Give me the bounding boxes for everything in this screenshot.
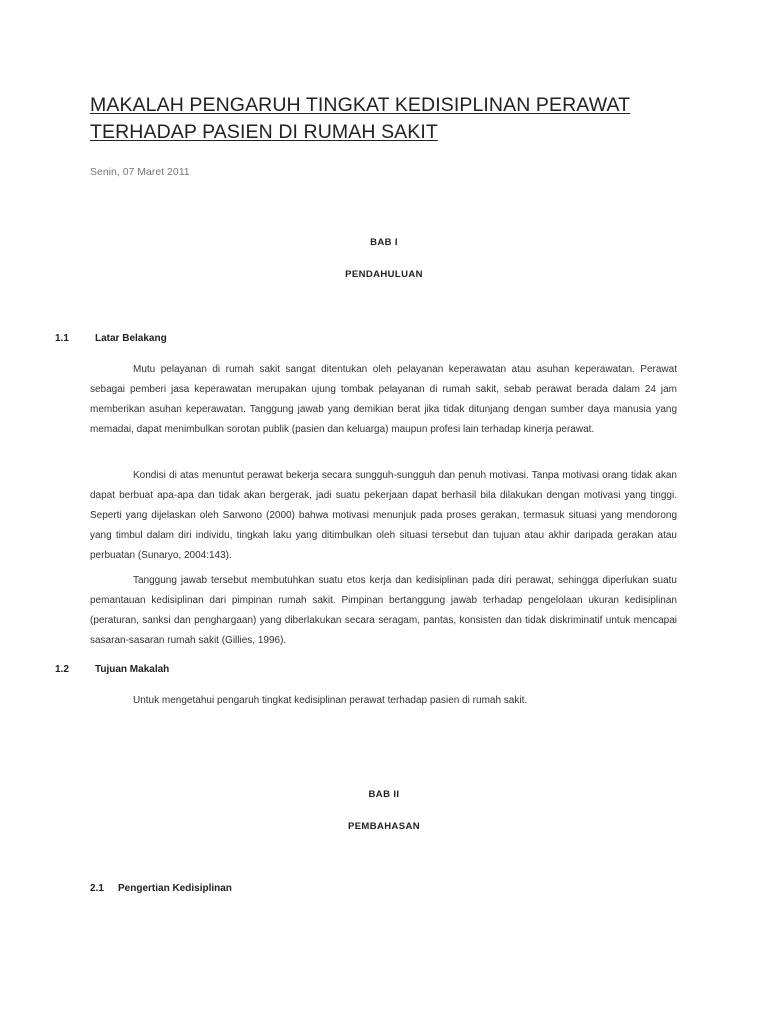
section-number: 2.1 [90,883,104,894]
section-title: Tujuan Makalah [95,664,170,675]
section-number: 1.2 [55,664,69,675]
paragraph: Untuk mengetahui pengaruh tingkat kedisiplinan perawat terhadap pasien di rumah sakit. [133,695,528,706]
post-date: Senin, 07 Maret 2011 [90,166,190,178]
paragraph: Tanggung jawab tersebut membutuhkan suatu etos kerja dan kedisiplinan pada diri perawat, sehingga diperlukan suatu pemantauan kedisiplinan dari pimpinan rumah sakit. Pimpinan bertanggung jawab terhadap pengelolaan ukuran kedisiplinan (peraturan, sanksi dan penghargaan) yang diberlakukan secara seragam, pantas, konsisten dan tidak diskriminatif untuk mencapai sasaran-sasaran rumah sakit (Gillies, 1996). [90,575,677,646]
section-title: Latar Belakang [95,333,167,344]
section-title: Pengertian Kedisiplinan [118,883,232,894]
title-line-2: TERHADAP PASIEN DI RUMAH SAKIT [90,121,438,143]
paragraph: Mutu pelayanan di rumah sakit sangat ditentukan oleh pelayanan keperawatan atau asuhan keperawatan. Perawat sebagai pemberi jasa keperawatan merupakan ujung tombak pelayanan di rumah sakit, sebab perawat berada dalam 24 jam memberikan asuhan keperawatan. Tanggung jawab yang demikian berat jika tidak ditunjang dengan sumber daya manusia yang memadai, dapat menimbulkan sorotan publik (pasien dan keluarga) maupun profesi lain terhadap kinerja perawat. [90,364,677,435]
bab2-label: BAB II [368,789,400,800]
bab1-label: BAB I [370,237,398,248]
paragraph: Kondisi di atas menuntut perawat bekerja secara sungguh-sungguh dan penuh motivasi. Tanpa motivasi orang tidak akan dapat berbuat apa-apa dan tidak akan bergerak, jadi suatu pekerjaan dapat berhasil bila dilakukan dengan motivasi yang tinggi. Seperti yang dijelaskan oleh Sarwono (2000) bahwa motivasi menunjuk pada proses gerakan, termasuk situasi yang mendorong yang timbul dalam diri individu, tingkah laku yang ditimbulkan oleh situasi tersebut dan tujuan atau akhir daripada gerakan atau perbuatan (Sunaryo, 2004:143). [90,470,677,561]
document-title [90,92,690,146]
title-line-1: MAKALAH PENGARUH TINGKAT KEDISIPLINAN PERAWAT [90,94,631,116]
bab1-heading: PENDAHULUAN [345,269,423,280]
section-number: 1.1 [55,333,69,344]
bab2-heading: PEMBAHASAN [347,821,421,832]
